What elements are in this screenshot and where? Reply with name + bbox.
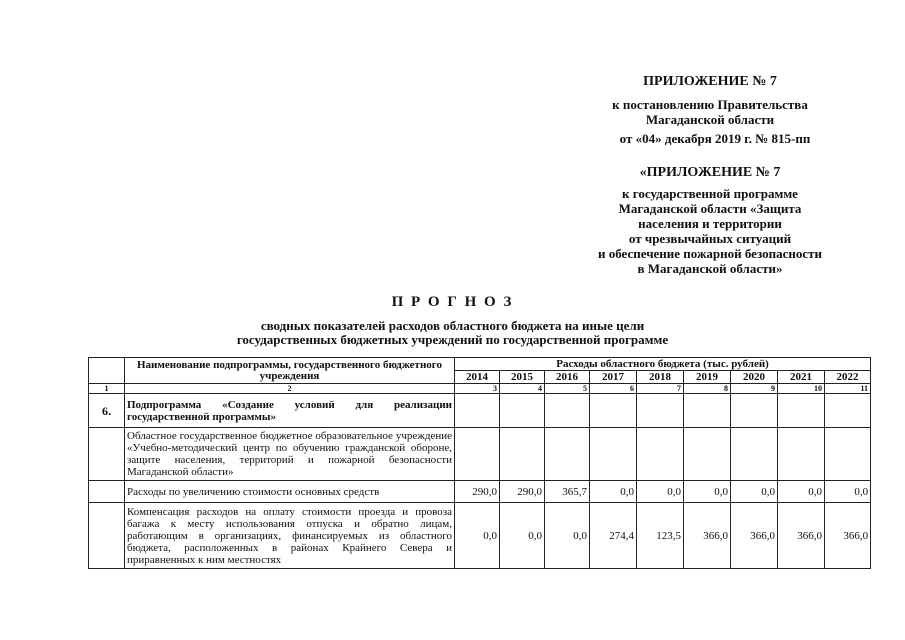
- value-cell: [545, 428, 590, 481]
- value-cell: 366,0: [778, 503, 825, 569]
- year-header: 2022: [825, 371, 871, 384]
- value-cell: 123,5: [637, 503, 684, 569]
- appendix-title-2: «ПРИЛОЖЕНИЕ № 7: [639, 165, 781, 180]
- value-cell: [778, 394, 825, 428]
- value-cell: 0,0: [545, 503, 590, 569]
- value-cell: 366,0: [731, 503, 778, 569]
- row-name: Подпрограмма «Создание условий для реализации государственной программы»: [125, 394, 455, 428]
- program-line-2: Магаданской области «Защита: [618, 201, 802, 216]
- column-number: 4: [500, 384, 545, 394]
- row-name: Расходы по увеличению стоимости основных средств: [125, 481, 455, 503]
- year-header: 2019: [684, 371, 731, 384]
- column-number: 3: [455, 384, 500, 394]
- table-column-numbers-row: [89, 384, 871, 394]
- program-line-4: от чрезвычайных ситуаций: [628, 231, 792, 246]
- appendix-title: ПРИЛОЖЕНИЕ № 7: [643, 74, 777, 89]
- value-cell: [637, 394, 684, 428]
- column-number: 5: [545, 384, 590, 394]
- resolution-reference: [570, 97, 850, 127]
- value-cell: [825, 394, 871, 428]
- value-cell: [590, 428, 637, 481]
- row-number: 6.: [89, 394, 125, 428]
- year-header: 2017: [590, 371, 637, 384]
- year-header: 2018: [637, 371, 684, 384]
- header-budget-cell: Расходы областного бюджета (тыс. рублей): [455, 358, 871, 371]
- document-subtitle-1: сводных показателей расходов областного бюджета на иные цели: [260, 318, 645, 333]
- value-cell: [731, 428, 778, 481]
- column-number: 8: [684, 384, 731, 394]
- value-cell: 0,0: [637, 481, 684, 503]
- value-cell: [455, 428, 500, 481]
- year-header: 2021: [778, 371, 825, 384]
- year-header: 2016: [545, 371, 590, 384]
- column-number: 10: [778, 384, 825, 394]
- value-cell: [637, 428, 684, 481]
- value-cell: [500, 428, 545, 481]
- value-cell: 0,0: [455, 503, 500, 569]
- column-number: 2: [125, 384, 455, 394]
- table-row: [89, 503, 871, 569]
- value-cell: [500, 394, 545, 428]
- value-cell: [455, 394, 500, 428]
- table-header-row-1: [89, 358, 871, 371]
- value-cell: [825, 428, 871, 481]
- program-line-1: к государственной программе: [622, 186, 798, 201]
- value-cell: 0,0: [778, 481, 825, 503]
- value-cell: 366,0: [684, 503, 731, 569]
- row-name: Областное государственное бюджетное образовательное учреждение «Учебно-методический центр по обучению гражданской обороне, защите населения, территорий и пожарной безопасности Магаданской области»: [125, 428, 455, 481]
- value-cell: 0,0: [825, 481, 871, 503]
- table-row: [89, 394, 871, 428]
- year-header: 2020: [731, 371, 778, 384]
- budget-forecast-table: [88, 357, 871, 569]
- value-cell: 274,4: [590, 503, 637, 569]
- program-line-5: и обеспечение пожарной безопасности: [597, 246, 822, 261]
- value-cell: 0,0: [684, 481, 731, 503]
- value-cell: 290,0: [455, 481, 500, 503]
- value-cell: [545, 394, 590, 428]
- resolution-line-1: к постановлению Правительства: [612, 97, 808, 112]
- column-number: 1: [89, 384, 125, 394]
- value-cell: 0,0: [731, 481, 778, 503]
- program-reference: [560, 186, 860, 276]
- column-number: 7: [637, 384, 684, 394]
- value-cell: 290,0: [500, 481, 545, 503]
- resolution-date: от «04» декабря 2019 г. № 815-пп: [619, 131, 811, 146]
- value-cell: [684, 428, 731, 481]
- value-cell: [590, 394, 637, 428]
- column-number: 9: [731, 384, 778, 394]
- value-cell: [684, 394, 731, 428]
- program-line-6: в Магаданской области»: [637, 261, 783, 276]
- table-row: [89, 428, 871, 481]
- header-number-cell: [89, 358, 125, 384]
- program-line-3: населения и территории: [638, 216, 782, 231]
- row-name: Компенсация расходов на оплату стоимости проезда и провоза багажа к месту использования отпуска и обратно лицам, работающим в организациях, финансируемых из областного бюджета, расположенных в районах Крайнего Севера и приравненных к ним местностях: [125, 503, 455, 569]
- row-number: [89, 428, 125, 481]
- value-cell: [731, 394, 778, 428]
- value-cell: 365,7: [545, 481, 590, 503]
- column-number: 11: [825, 384, 871, 394]
- row-number: [89, 503, 125, 569]
- document-title: П Р О Г Н О З: [391, 294, 514, 310]
- table-row: [89, 481, 871, 503]
- value-cell: 0,0: [500, 503, 545, 569]
- value-cell: 0,0: [590, 481, 637, 503]
- header-name-cell: Наименование подпрограммы, государственного бюджетного учреждения: [125, 358, 455, 384]
- document-subtitle-2: государственных бюджетных учреждений по государственной программе: [236, 332, 669, 347]
- year-header: 2014: [455, 371, 500, 384]
- row-number: [89, 481, 125, 503]
- resolution-line-2: Магаданской области: [645, 112, 775, 127]
- value-cell: [778, 428, 825, 481]
- value-cell: 366,0: [825, 503, 871, 569]
- column-number: 6: [590, 384, 637, 394]
- year-header: 2015: [500, 371, 545, 384]
